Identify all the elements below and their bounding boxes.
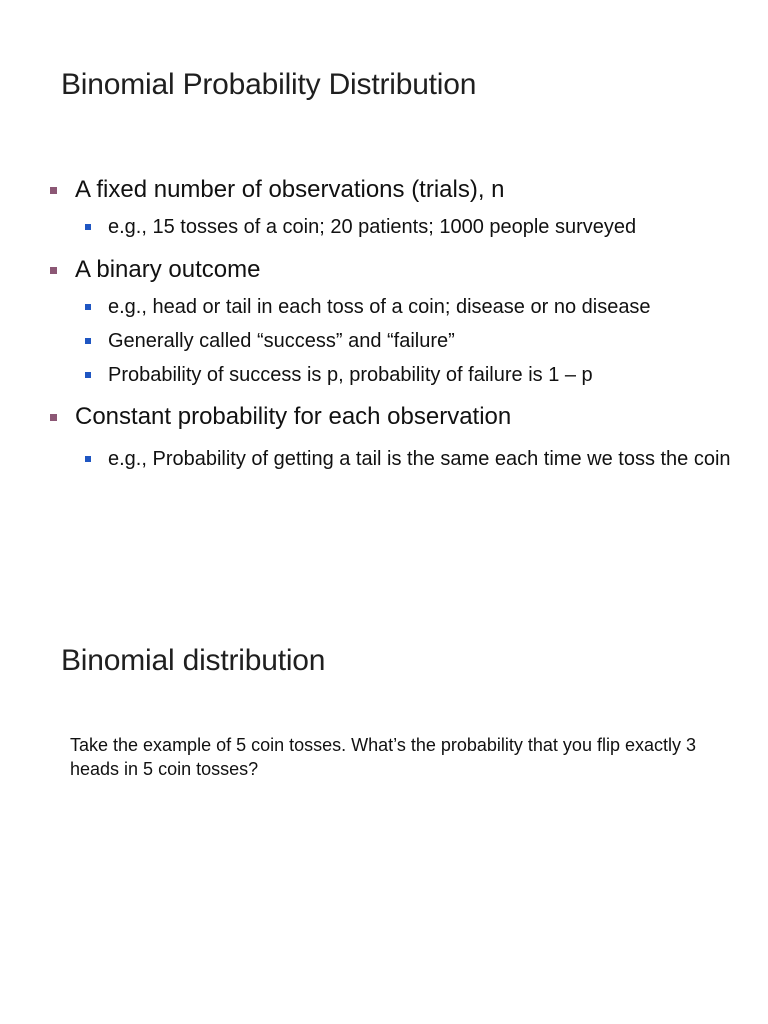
- bullet-square-icon: [50, 414, 57, 421]
- bullet-text: Constant probability for each observation: [75, 403, 512, 430]
- bullet-text: A fixed number of observations (trials), n: [75, 176, 505, 203]
- sub-bullet-text: e.g., 15 tosses of a coin; 20 patients; 1000 people surveyed: [108, 216, 637, 238]
- bullet-square-icon: [85, 304, 91, 310]
- sub-bullet-text: Generally called “success” and “failure”: [108, 330, 455, 352]
- bullet-text: A binary outcome: [75, 256, 261, 283]
- sub-bullet-text: e.g., Probability of getting a tail is the same each time we toss the coin: [108, 448, 731, 470]
- body-text: Take the example of 5 coin tosses. What’s the probability that you flip exactly 3 heads in 5 coin tosses?: [70, 735, 697, 779]
- bullet-square-icon: [50, 187, 57, 194]
- sub-bullet-text: e.g., head or tail in each toss of a coin; disease or no disease: [108, 296, 651, 318]
- slide-title: Binomial Probability Distribution: [61, 68, 477, 101]
- bullet-square-icon: [85, 456, 91, 462]
- slide-binomial-distribution: [0, 600, 768, 1000]
- bullet-square-icon: [50, 267, 57, 274]
- bullet-square-icon: [85, 224, 91, 230]
- bullet-square-icon: [85, 372, 91, 378]
- sub-bullet-text: Probability of success is p, probability of failure is 1 – p: [108, 364, 593, 386]
- bullet-square-icon: [85, 338, 91, 344]
- slide-title: Binomial distribution: [61, 644, 326, 677]
